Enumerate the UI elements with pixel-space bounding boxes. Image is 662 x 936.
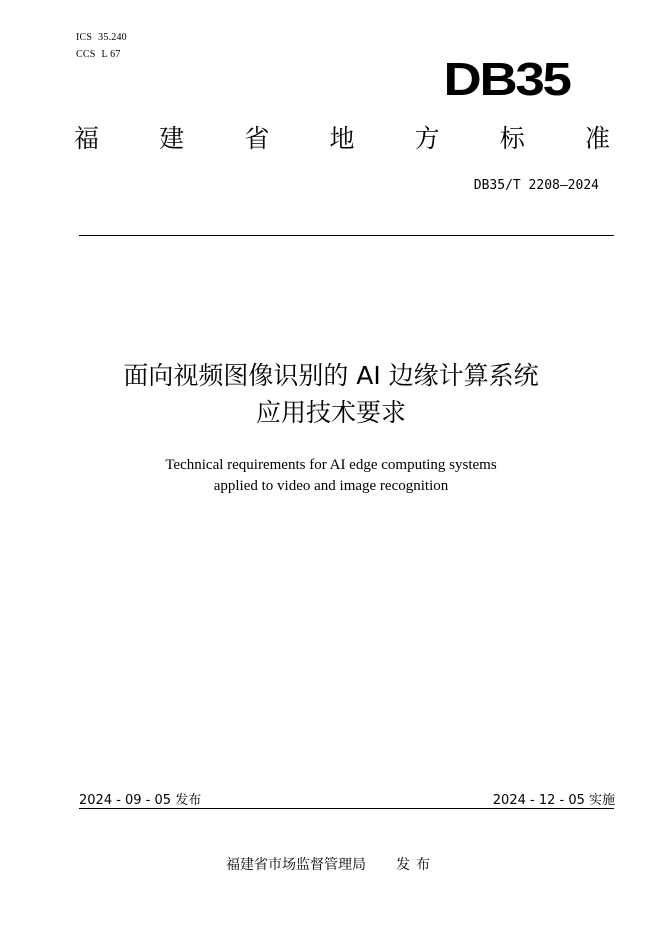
issuer-name: 福建省市场监督管理局 — [226, 857, 366, 873]
series-title-char: 标 — [499, 124, 525, 153]
issuer — [0, 854, 662, 874]
top-divider — [79, 235, 614, 236]
series-title-char: 方 — [414, 124, 440, 153]
publish-date: 2024 - 09 - 05 发布 — [79, 793, 202, 808]
ics-label: ICS — [76, 32, 93, 43]
series-title-char: 建 — [159, 124, 185, 153]
bottom-divider — [79, 808, 614, 809]
implement-date: 2024 - 12 - 05 实施 — [492, 793, 615, 808]
db35-logo: DB35 — [443, 53, 570, 105]
issuer-action: 发布 — [396, 857, 436, 873]
ics-code: 35.240 — [98, 32, 127, 43]
title-cn-line2: 应用技术要求 — [255, 398, 406, 427]
ccs-label: CCS — [76, 49, 96, 60]
series-title-char: 准 — [584, 124, 610, 153]
title-cn-line1: 面向视频图像识别的 AI 边缘计算系统 — [123, 361, 539, 390]
ics-classification — [76, 32, 127, 43]
series-title-char: 省 — [244, 124, 270, 153]
series-title-char: 地 — [329, 124, 355, 153]
ccs-classification — [76, 49, 121, 60]
standard-number: DB35/T 2208—2024 — [473, 178, 599, 193]
ccs-code: L 67 — [101, 49, 121, 60]
series-title — [74, 124, 610, 154]
series-title-char: 福 — [74, 124, 100, 153]
title-en-line1: Technical requirements for AI edge computing systems — [165, 457, 497, 473]
title-en-line2: applied to video and image recognition — [213, 478, 449, 494]
